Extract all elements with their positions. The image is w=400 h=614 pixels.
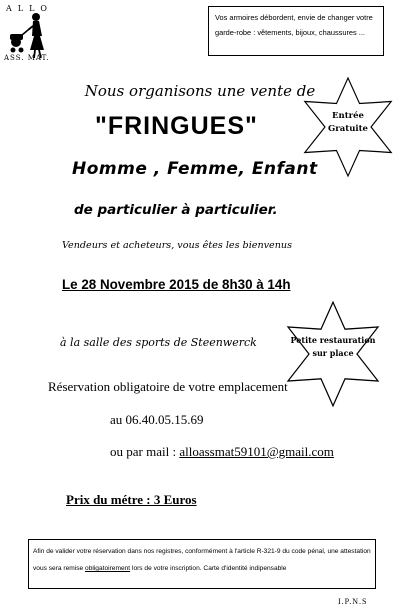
- notice-text-underlined: obligatoirement: [85, 565, 131, 572]
- star-entree-text: [300, 110, 396, 136]
- notice-box: [28, 539, 376, 589]
- welcome-line: Vendeurs et acheteurs, vous êtes les bienvenus: [62, 240, 293, 251]
- event-location: à la salle des sports de Steenwerck: [60, 336, 257, 349]
- logo-top-text: ALLO: [6, 4, 53, 13]
- notice-text-part1: Afin de valider votre réservation dans nos registres, conformément à l'article R-321-9 du code pénal, une attestation vous sera remise: [33, 548, 371, 572]
- price-line: Prix du métre : 3 Euros: [66, 492, 197, 507]
- star-entree-line2: Gratuite: [328, 124, 368, 134]
- categories-line: Homme , Femme, Enfant: [72, 159, 318, 179]
- logo-bottom-text: ASS. MAT.: [4, 54, 50, 62]
- star-restauration-text: [283, 334, 383, 360]
- particulier-line: de particulier à particulier.: [74, 202, 278, 218]
- star-restauration-line2: sur place: [312, 348, 354, 358]
- star-restauration-line1: Petite restauration: [290, 335, 376, 345]
- email-link[interactable]: alloassmat59101@gmail.com: [179, 444, 334, 459]
- headline-organisons: Nous organisons une vente de: [84, 82, 316, 100]
- page-title: "FRINGUES": [95, 112, 258, 140]
- event-date: Le 28 Novembre 2015 de 8h30 à 14h: [62, 277, 291, 292]
- notice-text-part2: lors de votre inscription. Carte d'identité indipensable: [130, 565, 287, 572]
- intro-box: [208, 6, 384, 56]
- reservation-line: Réservation obligatoire de votre emplacement: [48, 379, 288, 394]
- email-line: [110, 444, 334, 460]
- email-prefix: ou par mail :: [110, 444, 177, 459]
- phone-number: au 06.40.05.15.69: [110, 412, 204, 427]
- ipns-footer: I.P.N.S: [338, 597, 368, 606]
- star-entree-line1: Entrée: [332, 111, 364, 121]
- intro-box-text: Vos armoires débordent, envie de changer votre garde-robe : vêtements, bijoux, chaussures ...: [215, 13, 373, 37]
